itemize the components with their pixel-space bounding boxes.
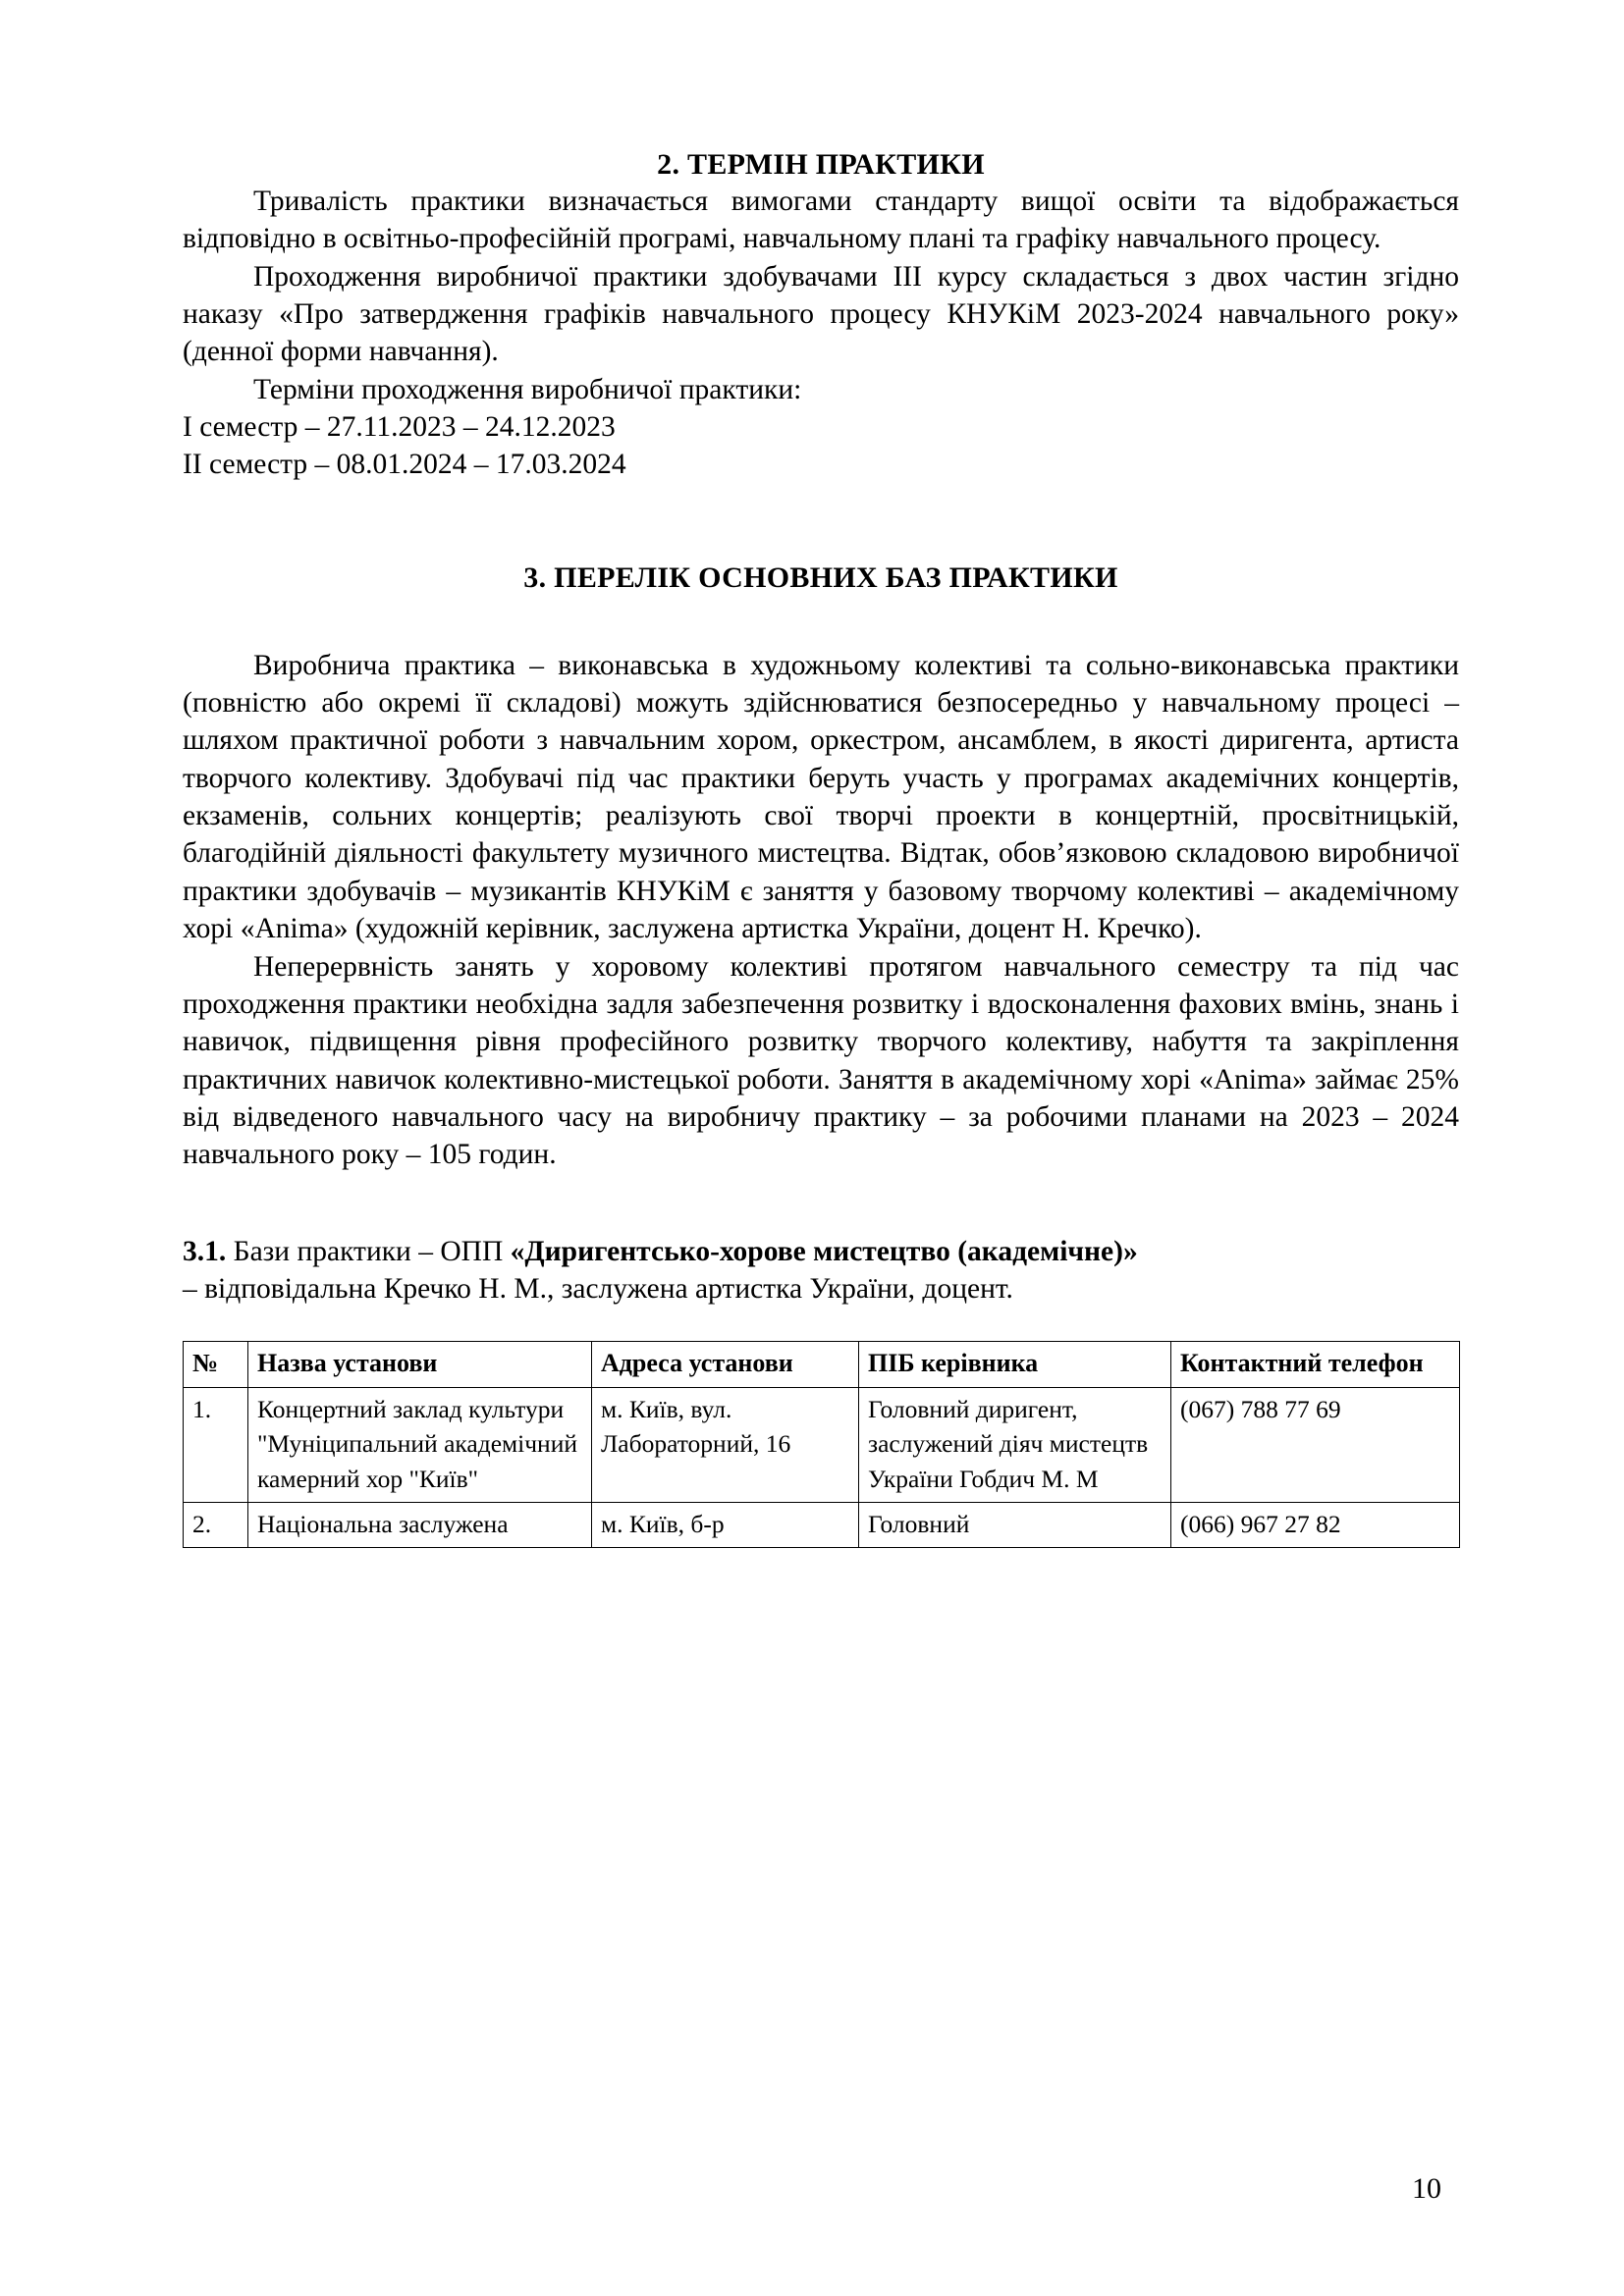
bases-table [183, 1341, 1460, 1548]
subsection-3-1-program-name: «Диригентсько-хорове мистецтво (академічне)» [510, 1235, 1138, 1267]
section-2-paragraph-3: Терміни проходження виробничої практики: [253, 373, 802, 405]
cell-address: м. Київ, б-р [592, 1502, 859, 1547]
cell-institution: Національна заслужена [248, 1502, 592, 1547]
cell-phone: (066) 967 27 82 [1171, 1502, 1460, 1547]
cell-number: 1. [184, 1388, 248, 1503]
spacer-after-section-3-title [183, 596, 1459, 647]
section-2-paragraph-2: Проходження виробничої практики здобувачами III курсу складається з двох частин згідно наказу «Про затвердження графіків навчального процесу КНУКіМ 2023-2024 навчального року» (денної форми навчання). [183, 260, 1459, 368]
column-header-institution: Назва установи [248, 1342, 592, 1388]
column-header-phone: Контактний телефон [1171, 1342, 1460, 1388]
practice-dates-semester-2: II семестр – 08.01.2024 – 17.03.2024 [183, 449, 626, 481]
cell-institution: Концертний заклад культури "Муніципальний академічний камерний хор "Київ" [248, 1388, 592, 1503]
section-2-paragraph-1: Тривалість практики визначається вимогами стандарту вищої освіти та відображається відповідно в освітньо-професійній програмі, навчальному плані та графіку навчального процесу. [183, 186, 1459, 255]
spacer-before-table [183, 1308, 1459, 1341]
spacer-before-subsection-31 [183, 1174, 1459, 1233]
section-2-title: 2. ТЕРМІН ПРАКТИКИ [657, 148, 985, 181]
section-3-paragraph-2: Неперервність занять у хоровому колективі протягом навчального семестру та під час проходження практики необхідна задля забезпечення розвитку і вдосконалення фахових вмінь, знань і навичок, підвищення рівня професійного розвитку творчого колективу, набуття та закріплення практичних навичок колективно-мистецької роботи. Заняття в академічному хорі «Anima» займає 25% від відведеного навчального часу на виробничу практику – за робочими планами на 2023 – 2024 навчального року – 105 годин. [183, 950, 1459, 1171]
page-number: 10 [1412, 2172, 1441, 2205]
cell-director: Головний диригент, заслужений діяч мистецтв України Гобдич М. М [859, 1388, 1171, 1503]
subsection-3-1-lead: Бази практики – ОПП [226, 1235, 511, 1267]
cell-number: 2. [184, 1502, 248, 1547]
section-3-paragraph-1: Виробнича практика – виконавська в художньому колективі та сольно-виконавська практики (повністю або окремі її складові) можуть здійснюватися безпосередньо у навчальному процесі – шляхом практичної роботи з навчальним хором, оркестром, ансамблем, в якості диригента, артиста творчого колективу. Здобувачі під час практики беруть участь у програмах академічних концертів, екзаменів, сольних концертів; реалізують свої творчі проекти в концертній, просвітницькій, благодійній діяльності факультету музичного мистецтва. Відтак, обов’язковою складовою виробничої практики здобувачів – музикантів КНУКіМ є заняття у базовому творчому колективі – академічному хорі «Anima» (художній керівник, заслужена артистка України, доцент Н. Кречко). [183, 649, 1459, 945]
column-header-director: ПІБ керівника [859, 1342, 1171, 1388]
practice-dates-semester-1: I семестр – 27.11.2023 – 24.12.2023 [183, 411, 616, 444]
spacer-before-section-3 [183, 484, 1459, 561]
subsection-3-1-heading [183, 1233, 1459, 1270]
cell-director: Головний [859, 1502, 1171, 1547]
cell-phone: (067) 788 77 69 [1171, 1388, 1460, 1503]
column-header-number: № [184, 1342, 248, 1388]
table-row [184, 1388, 1460, 1503]
cell-address: м. Київ, вул. Лабораторний, 16 [592, 1388, 859, 1503]
table-header-row [184, 1342, 1460, 1388]
subsection-3-1-number: 3.1. [183, 1235, 227, 1267]
column-header-address: Адреса установи [592, 1342, 859, 1388]
subsection-3-1-responsible: – відповідальна Кречко Н. М., заслужена артистка України, доцент. [183, 1272, 1013, 1305]
section-3-title: 3. ПЕРЕЛІК ОСНОВНИХ БАЗ ПРАКТИКИ [523, 561, 1118, 594]
page-content [183, 147, 1459, 1548]
table-row [184, 1502, 1460, 1547]
